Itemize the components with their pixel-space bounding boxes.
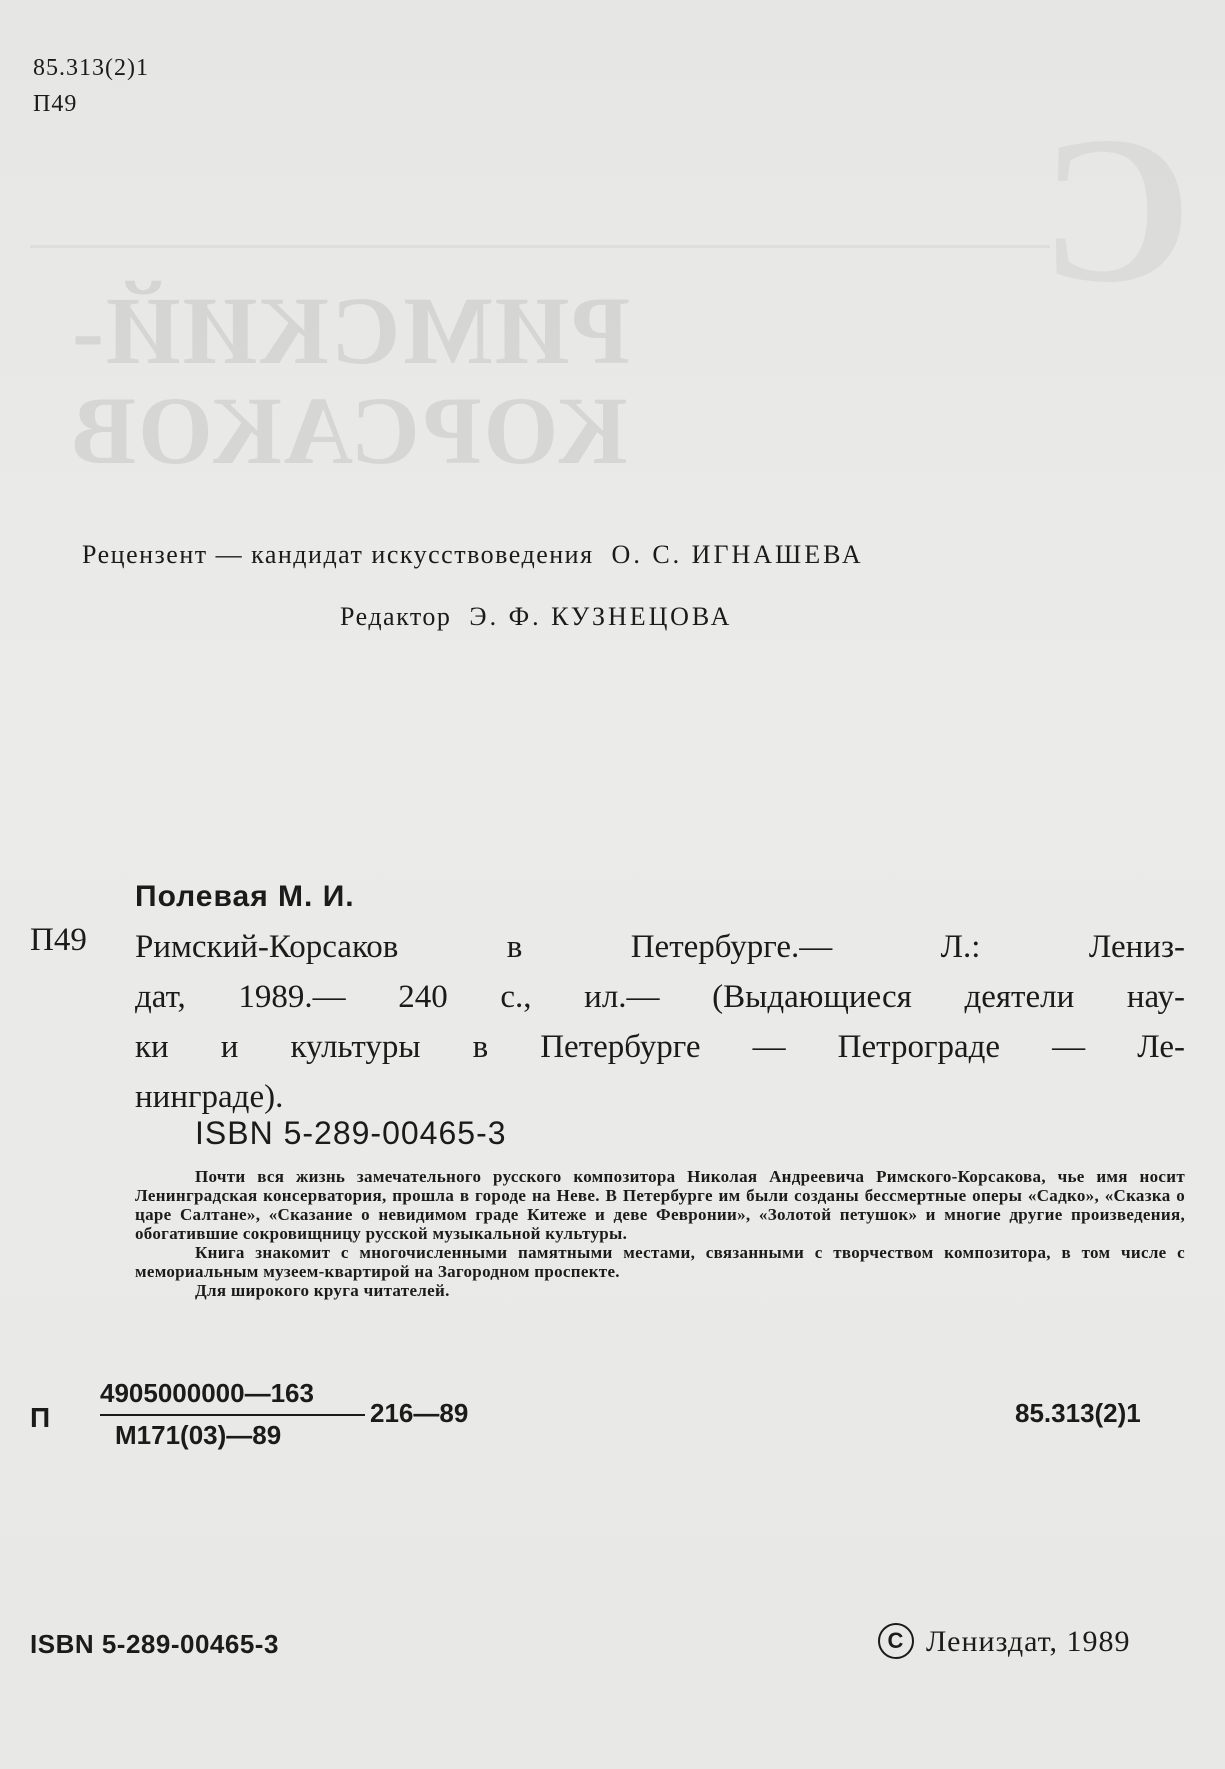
udc-block <box>33 50 149 122</box>
reviewer-line <box>0 540 1225 570</box>
catalog-isbn: ISBN 5-289-00465-3 <box>195 1115 507 1151</box>
editor-role: Редактор <box>340 602 452 631</box>
footer-isbn: ISBN 5-289-00465-3 <box>30 1629 279 1659</box>
description-line: дат, 1989.— 240 с., ил.— (Выдающиеся деятели нау- <box>135 979 1185 1015</box>
fraction-bar <box>100 1414 365 1416</box>
catalog-code: П49 <box>30 922 87 958</box>
catalog-description <box>135 922 1185 1122</box>
bib-numerator: 4905000000—163 <box>100 1378 314 1408</box>
description-line: Римский-Корсаков в Петербурге.— Л.: Лениз- <box>135 929 1185 965</box>
bib-denominator: М171(03)—89 <box>115 1420 282 1450</box>
show-through-glyph: С <box>1040 94 1192 326</box>
abstract-paragraph: Для широкого круга читателей. <box>195 1281 450 1300</box>
abstract-paragraph: Книга знакомит с многочисленными памятными местами, связанными с творчеством композитора, в том числе с мемориальным музеем-квартирой на Загородном проспекте. <box>135 1243 1185 1281</box>
author-mark: П49 <box>33 91 78 117</box>
catalog-author: Полевая М. И. <box>135 880 355 913</box>
abstract-paragraph: Почти вся жизнь замечательного русского композитора Николая Андреевича Римского-Корсакова, чье имя носит Ленинградская консерватория, прошла в городе на Неве. В Петербурге им были созданы бессмертные оперы «Садко», «Сказка о царе Салтане», «Сказание о невидимом граде Китеже и деве Февронии», «Золотой петушок» и многие другие произведения, обогатившие сокровищницу русской музыкальной культуры. <box>135 1167 1185 1243</box>
reviewer-name: О. С. ИГНАШЕВА <box>611 540 864 569</box>
udc-code: 85.313(2)1 <box>33 55 149 81</box>
reviewer-role: Рецензент — кандидат искусствоведения <box>82 540 594 569</box>
description-line: ки и культуры в Петербурге — Петрограде — Ле- <box>135 1029 1185 1065</box>
show-through-word-2: КОРСАКОВ <box>70 377 628 484</box>
bbk-code: 85.313(2)1 <box>1015 1398 1141 1428</box>
editor-name: Э. Ф. КУЗНЕЦОВА <box>469 602 733 631</box>
publisher-year: Лениздат, 1989 <box>926 1625 1131 1658</box>
editor-line <box>0 602 1225 632</box>
copyright-line <box>878 1625 1131 1662</box>
bib-suffix: 216—89 <box>370 1398 469 1428</box>
show-through-word-1: РИМСКИЙ- <box>70 277 631 384</box>
copyright-icon: C <box>878 1623 914 1659</box>
bib-letter: П <box>30 1402 51 1433</box>
description-line: нинграде). <box>135 1079 284 1115</box>
show-through-rule <box>30 245 1050 248</box>
catalog-abstract <box>135 1167 1185 1300</box>
